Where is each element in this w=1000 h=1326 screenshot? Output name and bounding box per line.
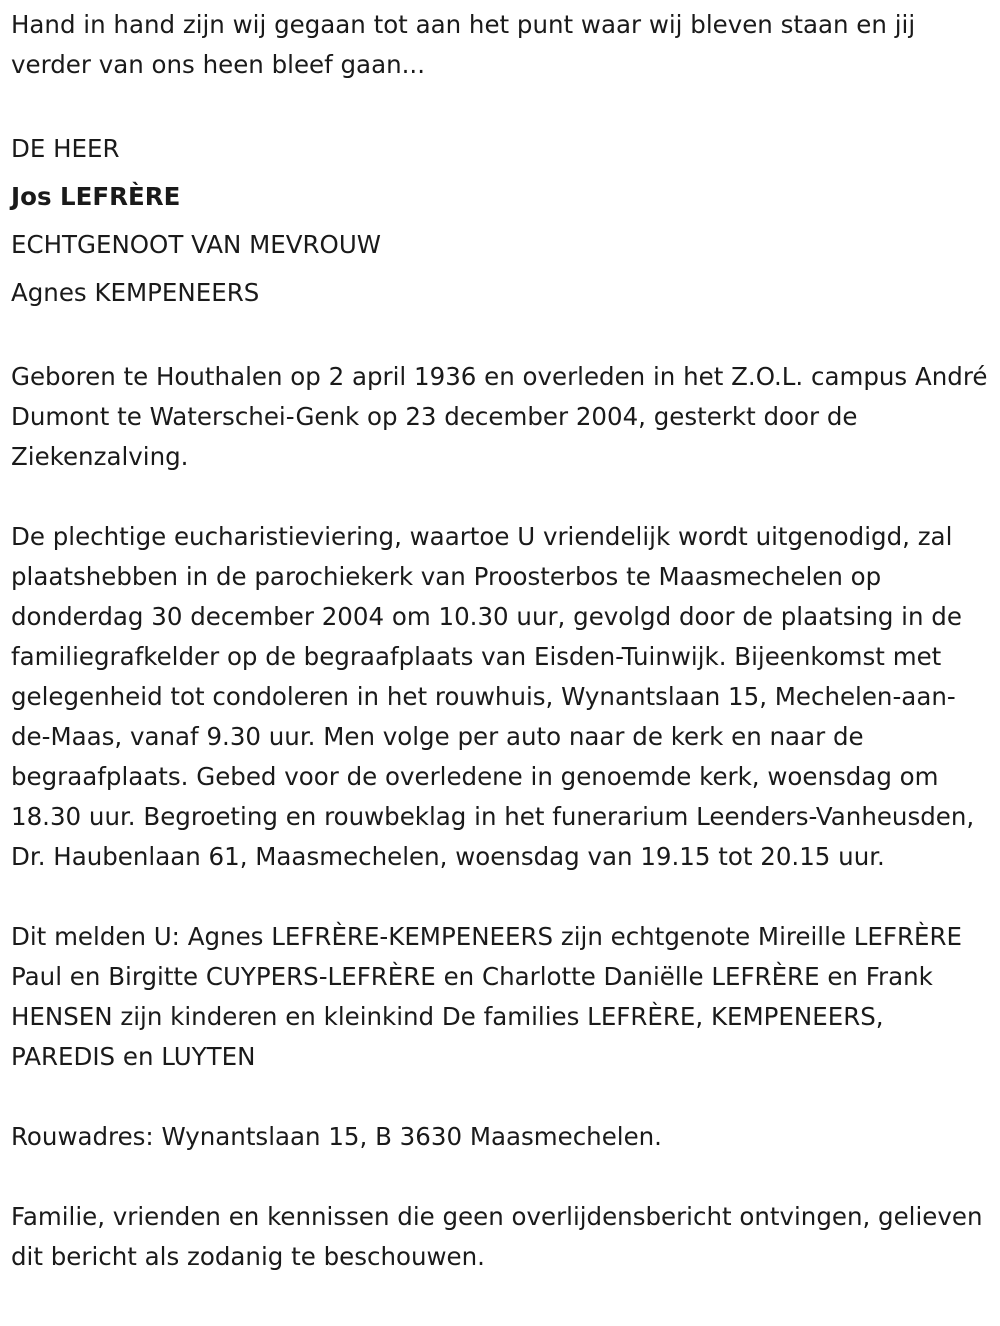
spacer [11, 85, 994, 125]
ceremony-paragraph: De plechtige eucharistieviering, waartoe U vriendelijk wordt uitgenodigd, zal plaatshebben in de parochiekerk van Proosterbos te Maasmechelen op donderdag 30 december 2004 om 10.30 uur, gevolgd door de plaatsing in de familiegrafkelder op de begraafplaats van Eisden-Tuinwijk. Bijeenkomst met gelegenheid tot condoleren in het rouwhuis, Wynantslaan 15, Mechelen-aan-de-Maas, vanaf 9.30 uur. Men volge per auto naar de kerk en naar de begraafplaats. Gebed voor de overledene in genoemde kerk, woensdag om 18.30 uur. Begroeting en rouwbeklag in het funerarium Leenders-Vanheusden, Dr. Haubenlaan 61, Maasmechelen, woensdag van 19.15 tot 20.15 uur. [11, 522, 975, 871]
closing-paragraph: Familie, vrienden en kennissen die geen overlijdensbericht ontvingen, gelieven dit bericht als zodanig te beschouwen. [11, 1202, 983, 1271]
mourning-address: Rouwadres: Wynantslaan 15, B 3630 Maasmechelen. [11, 1122, 662, 1151]
spacer [11, 1157, 994, 1197]
intro-verse: Hand in hand zijn wij gegaan tot aan het punt waar wij bleven staan en jij verder van ons heen bleef gaan... [11, 10, 916, 79]
spouse-name: Agnes KEMPENEERS [11, 278, 260, 307]
birth-death-paragraph: Geboren te Houthalen op 2 april 1936 en overleden in het Z.O.L. campus André Dumont te Waterschei-Genk op 23 december 2004, gesterkt door de Ziekenzalving. [11, 362, 988, 471]
spacer [11, 477, 994, 517]
deceased-relation: ECHTGENOOT VAN MEVROUW [11, 230, 382, 259]
spacer [11, 1077, 994, 1117]
spacer [11, 877, 994, 917]
spacer [11, 317, 994, 357]
family-paragraph: Dit melden U: Agnes LEFRÈRE-KEMPENEERS zijn echtgenote Mireille LEFRÈRE Paul en Birgitte CUYPERS-LEFRÈRE en Charlotte Daniëlle LEFRÈRE en Frank HENSEN zijn kinderen en kleinkind De families LEFRÈRE, KEMPENEERS, PAREDIS en LUYTEN [11, 922, 962, 1071]
deceased-name: Jos LEFRÈRE [11, 182, 181, 211]
deceased-title: DE HEER [11, 134, 120, 163]
deceased-header [11, 125, 994, 317]
